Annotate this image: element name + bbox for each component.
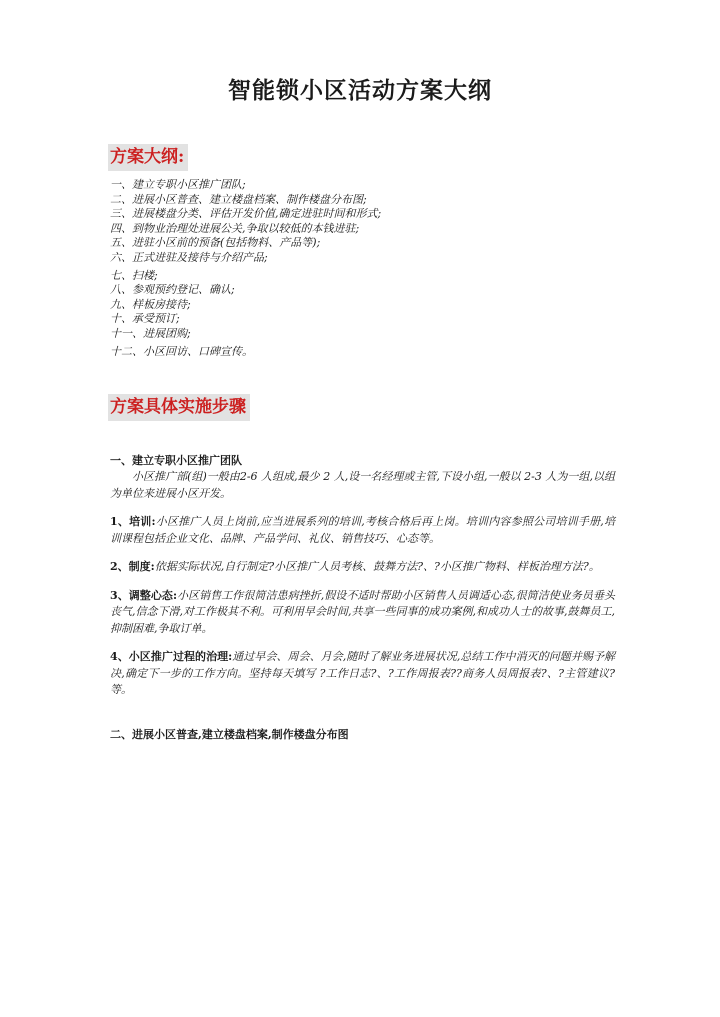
item-text: 小区推广人员上岗前,应当进展系列的培训,考核合格后再上岗。培训内容参照公司培训手册,培训课程包括企业文化、品牌、产品学问、礼仪、销售技巧、心态等。 <box>110 515 615 545</box>
outline-item: 五、进驻小区前的预备(包括物料、产品等); <box>110 236 321 250</box>
outline-item: 二、进展小区普查、建立楼盘档案、制作楼盘分布图; <box>110 192 367 206</box>
item-lead: 2、制度: <box>110 560 155 573</box>
section1-intro: 小区推广部(组)一般由2-6 人组成,最少 2 人,设一名经理或主管,下设小组,一般以 2-3 人为一组,以组为单位来进展小区开发。 <box>110 470 615 500</box>
outline-item: 六、正式进驻及接待与介绍产品; <box>110 250 268 264</box>
item-text: 小区销售工作很简洁患病挫折,假设不适时帮助小区销售人员调适心态,很简洁使业务员垂头丧气,信念下滑,对工作极其不利。可利用早会时间,共享一些同事的成功案例,和成功人士的故事,鼓舞员工,抑制困难,争取订单。 <box>110 588 615 635</box>
item-text: 依据实际状况,自行制定?小区推广人员考核、鼓舞方法?、?小区推广物料、样板治理方法?。 <box>154 560 600 573</box>
outline-item: 七、扫楼; <box>110 268 158 282</box>
outline-item: 八、参观预约登记、确认; <box>110 283 235 297</box>
section1-item-rules <box>110 559 615 576</box>
item-text: 通过早会、周会、月会,随时了解业务进展状况,总结工作中消灭的问题并赐予解决,确定下一步的工作方向。坚持每天填写 ?工作日志?、?工作周报表??商务人员周报表?、?主管建议?等。 <box>110 650 615 696</box>
item-lead: 1、培训: <box>110 515 156 528</box>
section1-heading: 一、建立专职小区推广团队 <box>110 454 242 467</box>
outline-heading: 方案大纲: <box>108 144 188 171</box>
outline-item: 十一、进展团购; <box>110 326 191 340</box>
outline-item: 九、样板房接待; <box>110 297 191 311</box>
outline-item: 三、进展楼盘分类、评估开发价值,确定进驻时间和形式; <box>110 207 382 221</box>
item-lead: 4、小区推广过程的治理: <box>110 650 233 663</box>
outline-item: 四、到物业治理处进展公关,争取以较低的本钱进驻; <box>110 221 360 235</box>
section1-item-training <box>110 514 615 547</box>
outline-item: 十、承受预订; <box>110 312 180 326</box>
section2-heading: 二、进展小区普查,建立楼盘档案,制作楼盘分布图 <box>110 727 349 741</box>
section1-item-management <box>110 649 615 699</box>
item-lead: 3、调整心态: <box>110 588 178 602</box>
outline-item: 十二、小区回访、口碑宣传。 <box>110 344 253 358</box>
steps-body <box>110 453 615 743</box>
outline-item: 一、建立专职小区推广团队; <box>110 178 246 191</box>
outline-list <box>110 178 381 359</box>
page-title: 智能锁小区活动方案大纲 <box>228 77 492 104</box>
steps-heading: 方案具体实施步骤 <box>108 394 250 421</box>
section1-item-mindset <box>110 588 615 638</box>
